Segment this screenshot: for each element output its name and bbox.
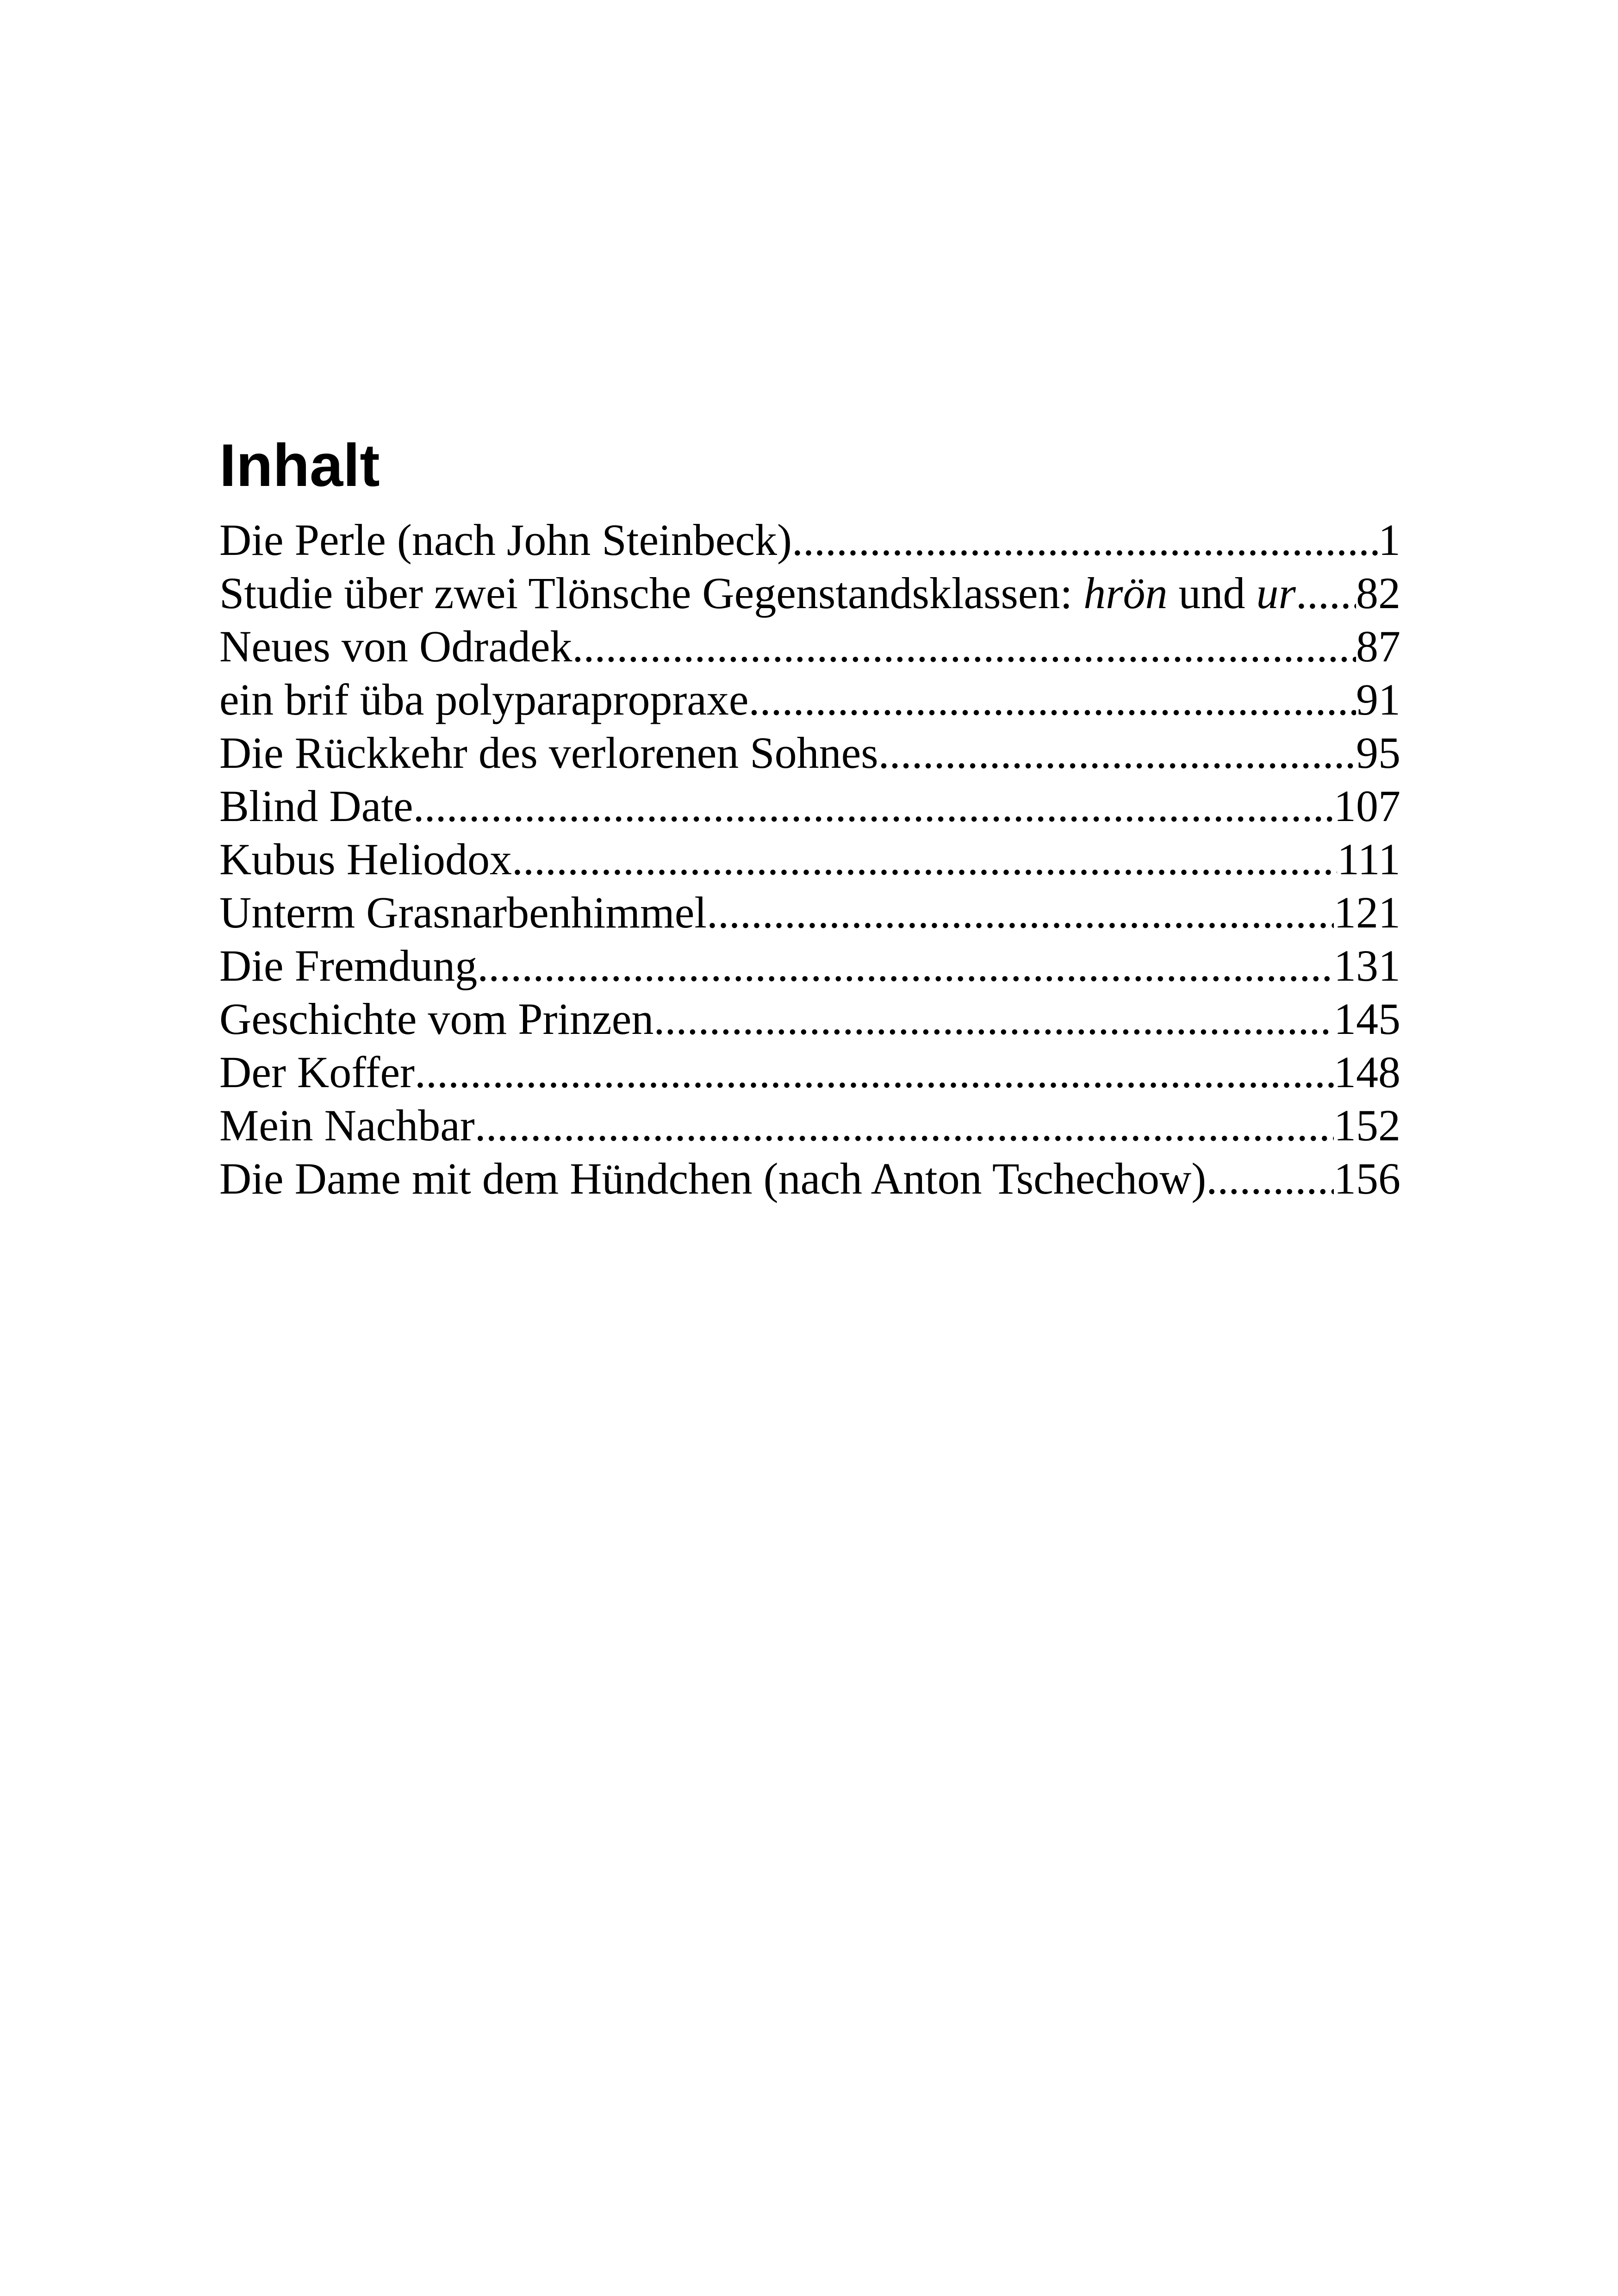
toc-entry[interactable] [219, 886, 1400, 939]
toc-entry-page: 107 [1334, 781, 1400, 831]
toc-title-part: und [1167, 568, 1257, 618]
toc-dot-leader [1296, 566, 1356, 620]
toc-entry-page: 145 [1334, 994, 1400, 1044]
toc-entry-page: 91 [1356, 675, 1400, 724]
toc-entry-page: 131 [1334, 941, 1400, 990]
toc-dot-leader [792, 513, 1378, 566]
toc-entry-title: Neues von Odradek [219, 622, 573, 671]
toc-entry-page: 111 [1337, 834, 1400, 884]
toc-entry-page: 1 [1378, 515, 1400, 565]
toc-entry[interactable] [219, 1152, 1400, 1205]
toc-entry[interactable] [219, 566, 1400, 620]
toc-dot-leader [475, 1099, 1334, 1152]
toc-dot-leader [749, 673, 1356, 726]
toc-entry-page: 148 [1334, 1047, 1400, 1097]
toc-entry-title: Die Rückkehr des verlorenen Sohnes [219, 728, 878, 778]
toc-entry[interactable] [219, 513, 1400, 566]
toc-title-italic: hrön [1083, 568, 1168, 618]
toc-entry-page: 152 [1334, 1101, 1400, 1150]
toc-entry-title: Unterm Grasnarbenhimmel [219, 888, 707, 937]
toc-entry-page: 156 [1334, 1154, 1400, 1203]
toc-entry-page: 95 [1356, 728, 1400, 778]
toc-dot-leader [415, 1045, 1334, 1099]
toc-entry[interactable] [219, 1045, 1400, 1099]
toc-entry[interactable] [219, 620, 1400, 673]
toc-entry[interactable] [219, 833, 1400, 886]
toc-entry-title: ein brif üba polyparapropraxe [219, 675, 749, 724]
toc-entry[interactable] [219, 992, 1400, 1045]
toc-entry-title: Mein Nachbar [219, 1101, 475, 1150]
toc-entry[interactable] [219, 1099, 1400, 1152]
toc-title-italic: ur [1256, 568, 1296, 618]
toc-dot-leader [878, 726, 1356, 779]
toc-entry-page: 82 [1356, 568, 1400, 618]
toc-entry-title: Die Fremdung [219, 941, 478, 990]
toc-entry[interactable] [219, 673, 1400, 726]
toc-entry-title: Blind Date [219, 781, 413, 831]
toc-dot-leader [477, 939, 1334, 992]
toc-list [219, 513, 1400, 1205]
toc-entry-page: 87 [1356, 622, 1400, 671]
toc-dot-leader [1206, 1152, 1334, 1205]
toc-entry-title: Der Koffer [219, 1047, 415, 1097]
toc-entry[interactable] [219, 726, 1400, 779]
toc-entry[interactable] [219, 939, 1400, 992]
toc-dot-leader [572, 620, 1356, 673]
toc-dot-leader [512, 833, 1337, 886]
toc-dot-leader [413, 779, 1334, 833]
toc-entry-title: Geschichte vom Prinzen [219, 994, 654, 1044]
toc-title-part: Studie über zwei Tlönsche Gegenstandsklassen: [219, 568, 1084, 618]
table-of-contents [219, 423, 1400, 1205]
toc-entry[interactable] [219, 779, 1400, 833]
toc-entry-title: Die Perle (nach John Steinbeck) [219, 515, 792, 565]
toc-heading: Inhalt [219, 431, 380, 499]
toc-dot-leader [707, 886, 1334, 939]
toc-dot-leader [653, 992, 1334, 1045]
toc-entry-title: Kubus Heliodox [219, 834, 512, 884]
toc-entry-page: 121 [1334, 888, 1400, 937]
toc-entry-title [219, 566, 1296, 620]
toc-entry-title: Die Dame mit dem Hündchen (nach Anton Tschechow) [219, 1154, 1207, 1203]
